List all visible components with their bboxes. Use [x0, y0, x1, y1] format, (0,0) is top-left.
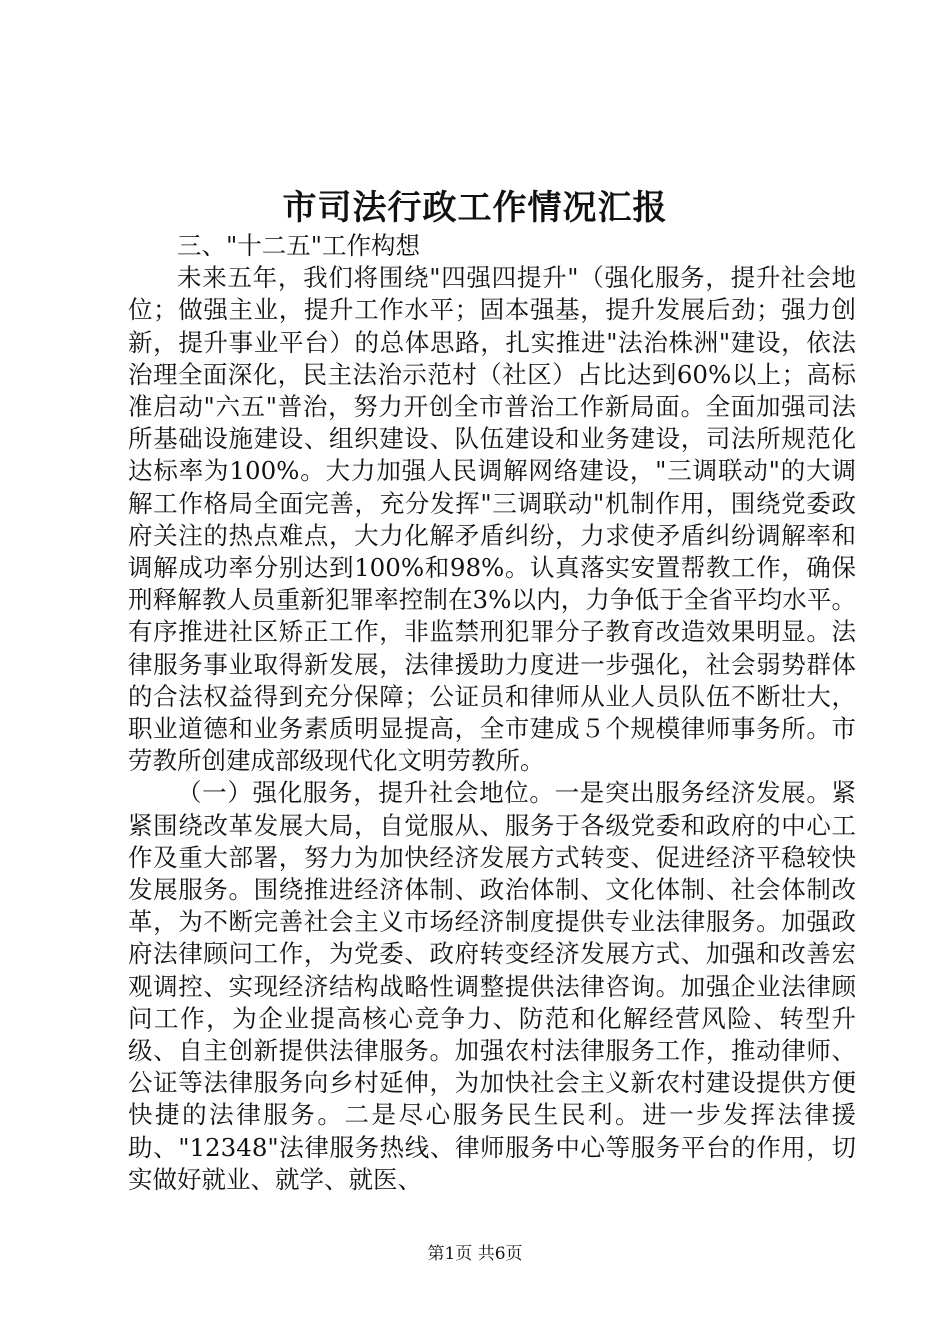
document-title: 市司法行政工作情况汇报 — [282, 188, 668, 228]
body-paragraph-2: （一）强化服务，提升社会地位。一是突出服务经济发展。紧紧围绕改革发展大局，自觉服从、服务于各级党委和政府的中心工作及重大部署，努力为加快经济发展方式转变、促进经济平稳较快发展服务。围绕推进经济体制、政治体制、文化体制、社会体制改革，为不断完善社会主义市场经济制度提供专业法律服务。加强政府法律顾问工作，为党委、政府转变经济发展方式、加强和改善宏观调控、实现经济结构战略性调整提供法律咨询。加强企业法律顾问工作，为企业提高核心竞争力、防范和化解经营风险、转型升级、自主创新提供法律服务。加强农村法律服务工作，推动律师、公证等法律服务向乡村延伸，为加快社会主义新农村建设提供方便快捷的法律服务。二是尽心服务民生民利。进一步发挥法律援助、"12348"法律服务热线、律师服务中心等服务平台的作用，切实做好就业、就学、就医、 — [128, 778, 856, 1194]
body-paragraph-1: 未来五年，我们将围绕"四强四提升"（强化服务，提升社会地位；做强主业，提升工作水平；固本强基，提升发展后劲；强力创新，提升事业平台）的总体思路，扎实推进"法治株洲"建设，依法治理全面深化，民主法治示范村（社区）占比达到60%以上；高标准启动"六五"普治，努力开创全市普治工作新局面。全面加强司法所基础设施建设、组织建设、队伍建设和业务建设，司法所规范化达标率为100%。大力加强人民调解网络建设，"三调联动"的大调解工作格局全面完善，充分发挥"三调联动"机制作用，围绕党委政府关注的热点难点，大力化解矛盾纠纷，力求使矛盾纠纷调解率和调解成功率分别达到100%和98%。认真落实安置帮教工作，确保刑释解教人员重新犯罪率控制在3%以内，力争低于全省平均水平。有序推进社区矫正工作，非监禁刑犯罪分子教育改造效果明显。法律服务事业取得新发展，法律援助力度进一步强化，社会弱势群体的合法权益得到充分保障；公证员和律师从业人员队伍不断壮大，职业道德和业务素质明显提高，全市建成５个规模律师事务所。市劳教所创建成部级现代化文明劳教所。 — [128, 263, 856, 776]
section-heading: 三、"十二五"工作构想 — [177, 231, 421, 260]
page-number: 第1页 共6页 — [427, 1244, 523, 1264]
document-body — [128, 230, 856, 1196]
